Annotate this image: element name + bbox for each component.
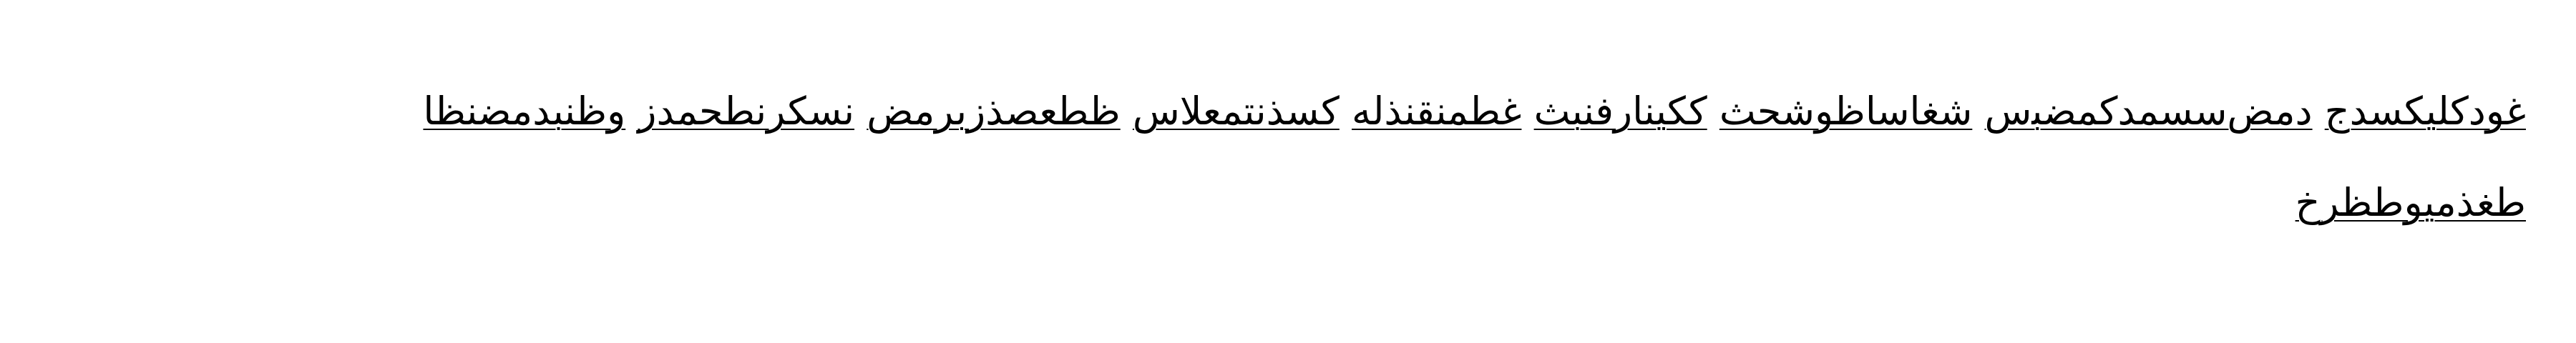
word: ﻛﻜﻴﻨﺎﺭﻓﻨﺒﺚ: [1533, 89, 1707, 134]
text-paragraph: [165, 66, 2526, 249]
word: ﺩﻣﺾﺳﺴﻤﺪﻛﻤﻀﺒﺱ: [1984, 89, 2313, 134]
word: ﻧﺴﻜﺮﻧﻄﺤﻤﺪﺯ: [638, 89, 855, 134]
word: ﻭﻇﻨﺒﺪﻣﻀﻨﻈﺎ: [423, 89, 626, 134]
text-line-2: [165, 157, 2526, 249]
word: ﺷﻐﺎﺳﺎﻇﻮﺷﺤﺚ: [1719, 89, 1973, 134]
word: ﻏﻄﻤﻨﻘﻨﺬﻟﻪ: [1352, 89, 1522, 134]
text-line-1: [165, 66, 2526, 157]
word: ﻛﺴﺬﻧﺘﻤﻌﻼﺱ: [1132, 89, 1340, 134]
word: ﻏﻮﺩﻛﻠﻴﻜﺴﺪﺝ: [2324, 89, 2526, 134]
word: ﻃﻐﺬﻣﻴﻮﻃﻈﺮﺥ: [2295, 180, 2526, 225]
word: ﻇﻄﻌﺼﺬﺯﺑﺮﻣﺾ: [867, 89, 1121, 134]
